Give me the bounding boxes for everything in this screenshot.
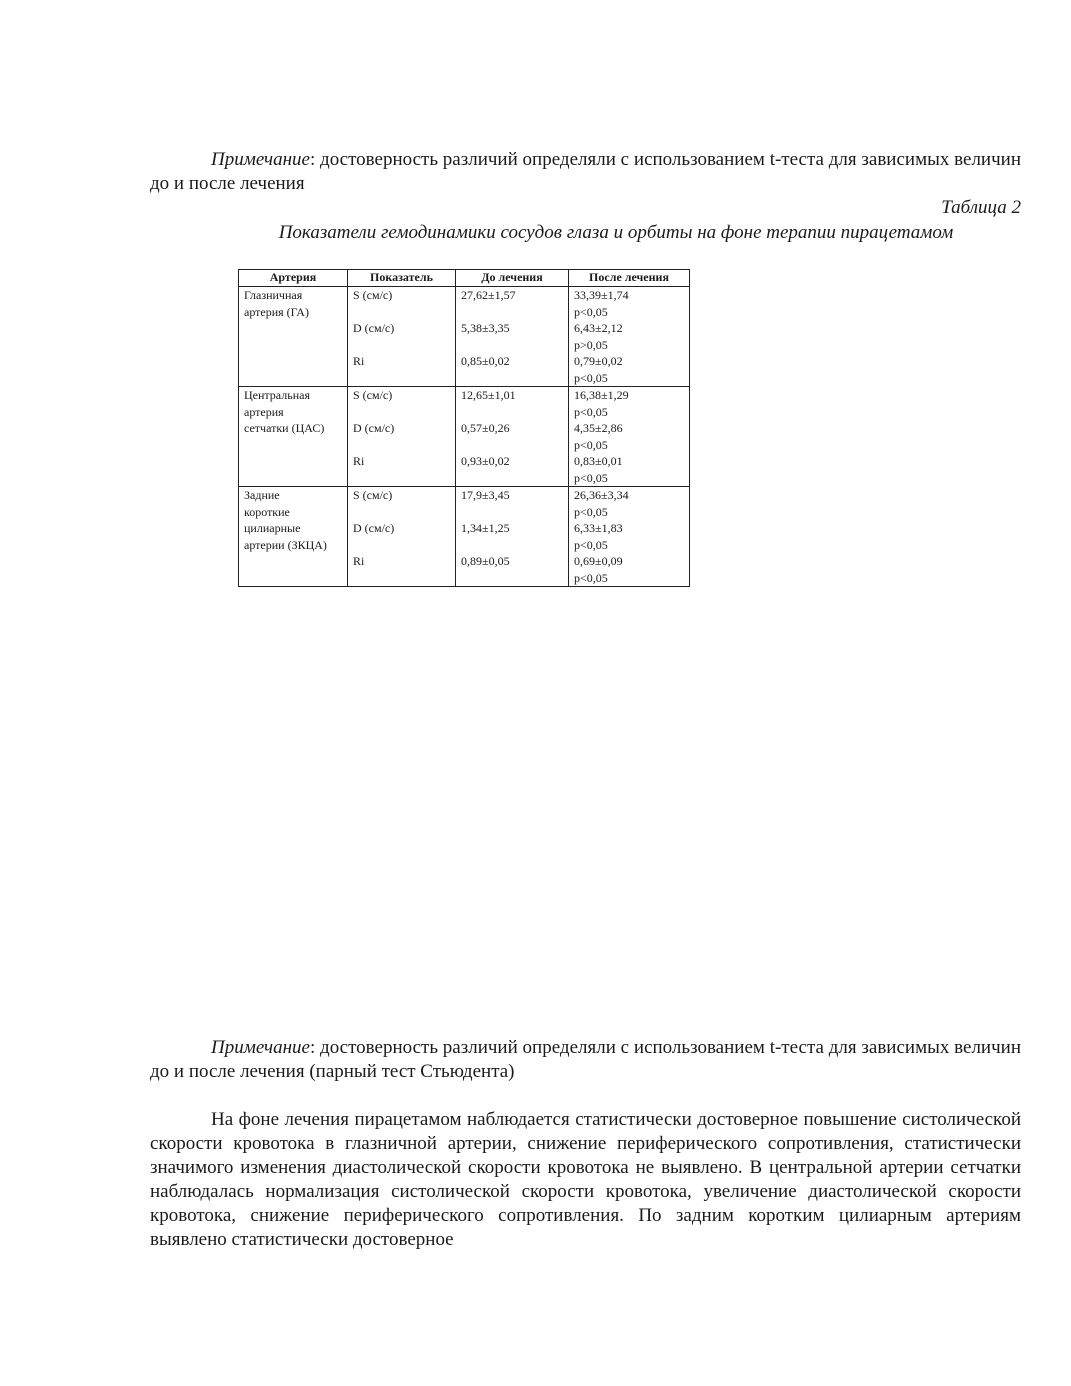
after-cell [569,487,690,587]
header-parameter: Показатель [348,270,456,287]
before-value: 0,57±0,26 [461,421,510,435]
after-value: 0,69±0,09 [574,554,623,568]
before-value: 0,89±0,05 [461,554,510,568]
before-cell [456,287,569,387]
before-value: 0,85±0,02 [461,354,510,368]
before-value: 17,9±3,45 [461,488,510,502]
after-cell [569,387,690,487]
p-value: p<0,05 [574,437,608,452]
parameter-label: D (см/с) [353,321,395,335]
note-text: : достоверность различий определяли с использованием t-теста для зависимых величин до и после лечения (парный тест Стьюдента) [150,1037,1021,1082]
p-value: p<0,05 [574,570,608,585]
note-label: Примечание [211,149,310,170]
p-value: p<0,05 [574,404,608,419]
after-value: 33,39±1,74 [574,288,629,302]
before-value: 12,65±1,01 [461,388,516,402]
p-value: p<0,05 [574,370,608,385]
table-note-bottom [150,1036,1021,1084]
table-number: Таблица 2 [941,197,1021,218]
after-value: 6,33±1,83 [574,521,623,535]
artery-cell [239,387,348,487]
p-value: p<0,05 [574,537,608,552]
after-value: 0,83±0,01 [574,454,623,468]
parameter-label: D (см/с) [353,421,395,435]
header-after: После лечения [569,270,690,287]
artery-cell [239,487,348,587]
table-row [239,387,690,487]
after-value: 4,35±2,86 [574,421,623,435]
table-row [239,287,690,387]
artery-name-line: артерии (ЗКЦА) [244,537,327,552]
after-value: 6,43±2,12 [574,321,623,335]
parameter-label: Ri [353,554,365,568]
parameter-cell [348,287,456,387]
before-value: 27,62±1,57 [461,288,516,302]
artery-name-line: сетчатки (ЦАС) [244,421,325,435]
before-value: 5,38±3,35 [461,321,510,335]
parameter-cell [348,487,456,587]
before-cell [456,387,569,487]
artery-name-line: короткие [244,504,290,519]
header-artery: Артерия [239,270,348,287]
artery-cell [239,287,348,387]
parameter-cell [348,387,456,487]
hemodynamics-table [238,269,690,587]
table-header-row [239,270,690,287]
artery-name-line: цилиарные [244,521,301,535]
table-title: Показатели гемодинамики сосудов глаза и орбиты на фоне терапии пирацетамом [278,222,954,243]
parameter-label: S (см/с) [353,388,393,402]
before-value: 0,93±0,02 [461,454,510,468]
parameter-label: S (см/с) [353,288,393,302]
parameter-label: Ri [353,354,365,368]
p-value: p<0,05 [574,504,608,519]
after-value: 26,36±3,34 [574,488,629,502]
p-value: p>0,05 [574,337,608,352]
before-cell [456,487,569,587]
p-value: p<0,05 [574,470,608,485]
p-value: p<0,05 [574,304,608,319]
artery-name-line: Глазничная [244,288,303,302]
parameter-label: D (см/с) [353,521,395,535]
artery-name-line: артерия (ГА) [244,304,309,319]
after-cell [569,287,690,387]
body-paragraph: На фоне лечения пирацетамом наблюдается статистически достоверное повышение систолической скорости кровотока в глазничной артерии, снижение периферического сопротивления, статистически значимого изменения диастолической скорости кровотока не выявлено. В центральной артерии сетчатки наблюдалась нормализация систолической скорости кровотока, увеличение диастолической скорости кровотока, снижение периферического сопротивления. По задним коротким цилиарным артериям выявлено статистически достоверное [150,1109,1021,1250]
artery-name-line: Задние [244,488,280,502]
table-note-top [150,148,1021,196]
table-row [239,487,690,587]
note-text: : достоверность различий определяли с использованием t-теста для зависимых величин до и после лечения [150,149,1021,194]
header-before: До лечения [456,270,569,287]
parameter-label: S (см/с) [353,488,393,502]
parameter-label: Ri [353,454,365,468]
artery-name-line: артерия [244,404,284,419]
before-value: 1,34±1,25 [461,521,510,535]
artery-name-line: Центральная [244,388,310,402]
after-value: 0,79±0,02 [574,354,623,368]
note-label: Примечание [211,1037,310,1058]
after-value: 16,38±1,29 [574,388,629,402]
